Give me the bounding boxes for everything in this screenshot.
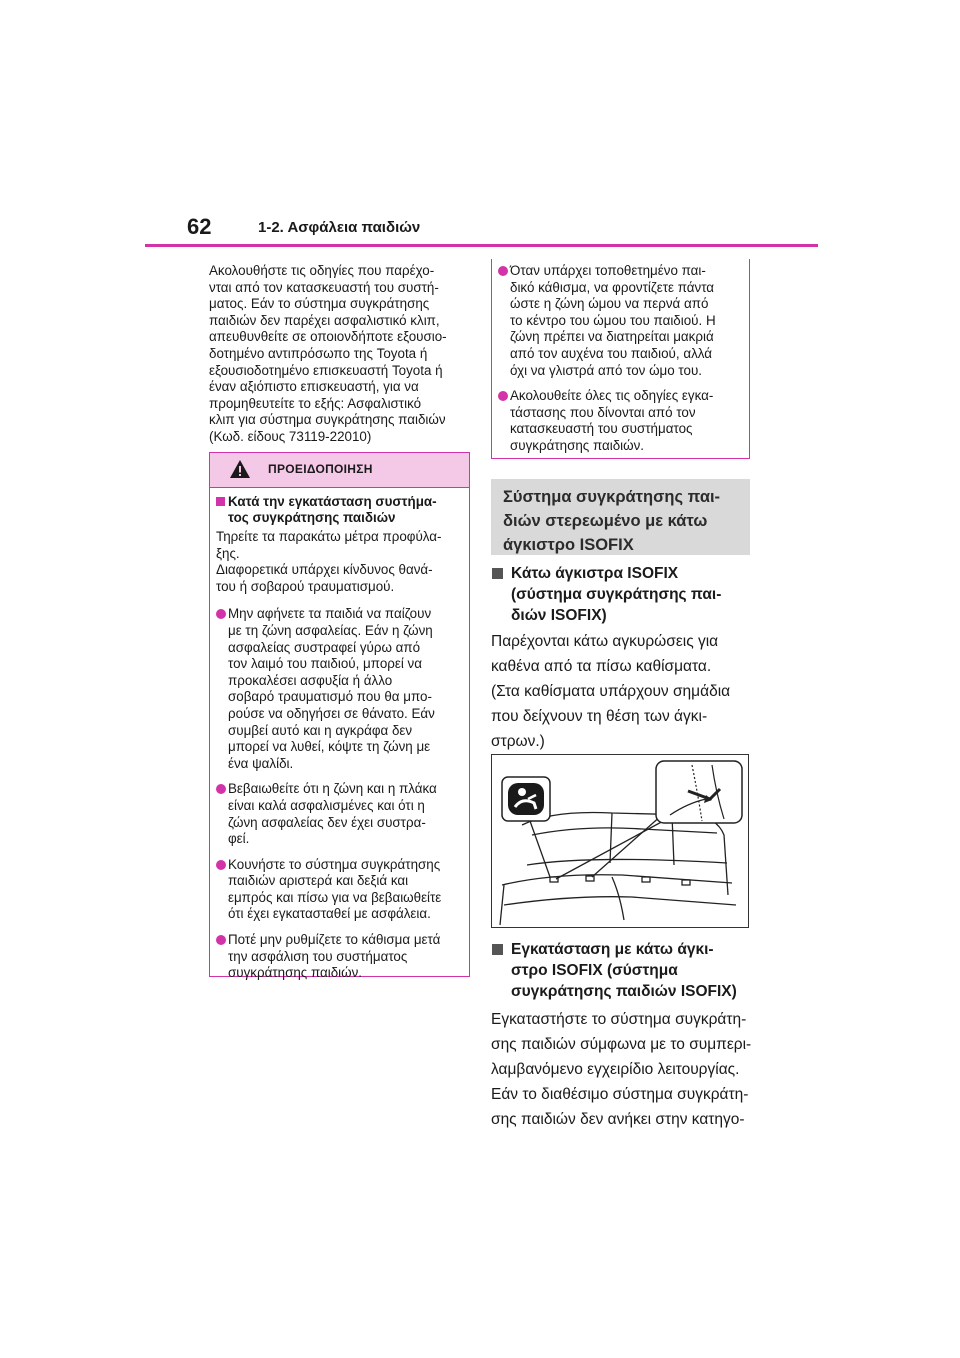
section-title: 1-2. Ασφάλεια παιδιών (258, 219, 421, 236)
anchor-detail-callout (656, 761, 742, 823)
square-bullet-icon (492, 568, 503, 579)
warning-bullet: Βεβαιωθείτε ότι η ζώνη και η πλάκα είναι καλά ασφαλισμένες και ότι η ζώνη ασφαλείας δεν έχει συστρα- φεί. (216, 781, 463, 847)
square-bullet-icon (216, 497, 225, 506)
isofix-anchors-paragraph: Παρέχονται κάτω αγκυρώσεις για καθένα από τα πίσω καθίσματα. (Στα καθίσματα υπάρχουν σημάδια που δείχνουν τη θέση των άγκι- στρων.) (491, 633, 731, 750)
warning-header (210, 453, 469, 488)
isofix-symbol-callout (502, 777, 550, 821)
warning-paragraph: Τηρείτε τα παρακάτω μέτρα προφύλα- ξης. Διαφορετικά υπάρχει κίνδυνος θανά- του ή σοβαρού τραυματισμού. (216, 529, 442, 594)
round-bullet-icon (498, 266, 508, 276)
warning-box (209, 452, 470, 981)
round-bullet-icon (498, 391, 508, 401)
warning-subheading: Κατά την εγκατάσταση συστήμα- τος συγκράτησης παιδιών (216, 494, 463, 526)
page-number: 62 (187, 214, 212, 239)
warning-bullet: Μην αφήνετε τα παιδιά να παίζουν με τη ζώνη ασφαλείας. Εάν η ζώνη ασφαλείας συστραφεί γύρω από τον λαιμό του παιδιού, μπορεί να προκαλέσει ασφυξία ή άλλο σοβαρό τραυματισμό που θα μπο- ρούσε να οδηγήσει σε θάνατο. Εάν συμβεί αυτό και η αγκράφα δεν μπορεί να λυθεί, κόψτε τη ζώνη με ένα ψαλίδι. (216, 606, 463, 772)
warning-bullet: Όταν υπάρχει τοποθετημένο παι- δικό κάθισμα, να φροντίζετε πάντα ώστε η ζώνη ώμου να περνά από το κέντρο του ώμου του παιδιού. Η ζώνη πρέπει να διατηρείται μακριά από τον αυχένα του παιδιού, αλλά όχι να γλιστρά από τον ώμο του. (498, 263, 743, 379)
square-bullet-icon (492, 944, 503, 955)
warning-triangle-icon (229, 459, 251, 479)
isofix-installation-subheading: Εγκατάσταση με κάτω άγκι- στρο ISOFIX (σύστημα συγκράτησης παιδιών ISOFIX) (491, 939, 753, 1002)
isofix-anchors-subheading: Κάτω άγκιστρα ISOFIX (σύστημα συγκράτησης παι- διών ISOFIX) (491, 563, 753, 626)
rear-seat-drawing (492, 755, 748, 927)
round-bullet-icon (216, 860, 226, 870)
round-bullet-icon (216, 609, 226, 619)
isofix-section-heading: Σύστημα συγκράτησης παι- διών στερεωμένο με κάτω άγκιστρο ISOFIX (491, 479, 750, 555)
warning-title: ΠΡΟΕΙΔΟΠΟΙΗΣΗ (268, 462, 373, 476)
header-divider (145, 244, 818, 247)
warning-bullet: Ποτέ μην ρυθμίζετε το κάθισμα μετά την ασφάλιση του συστήματος συγκράτησης παιδιών. (216, 932, 463, 982)
warning-bullet: Ακολουθείτε όλες τις οδηγίες εγκα- τάστασης που δίνονται από τον κατασκευαστή του συστήματος συγκράτησης παιδιών. (498, 388, 743, 454)
isofix-seat-illustration (491, 754, 749, 928)
round-bullet-icon (216, 784, 226, 794)
warning-continuation-box (491, 259, 750, 459)
isofix-installation-paragraph: Εγκαταστήστε το σύστημα συγκράτη- σης παιδιών σύμφωνα με το συμπερι- λαμβανόμενο εγχειρίδιο λειτουργίας. Εάν το διαθέσιμο σύστημα συγκράτη- σης παιδιών δεν ανήκει στην κατηγο- (491, 1011, 752, 1128)
warning-bullet: Κουνήστε το σύστημα συγκράτησης παιδιών αριστερά και δεξιά και εμπρός και πίσω για να βεβαιωθείτε ότι έχει εγκατασταθεί με ασφάλεια. (216, 857, 463, 923)
round-bullet-icon (216, 935, 226, 945)
intro-paragraph: Ακολουθήστε τις οδηγίες που παρέχο- νται από τον κατασκευαστή του συστή- ματος. Εάν το σύστημα συγκράτησης παιδιών δεν παρέχει ασφαλιστικό κλιπ, απευθυνθείτε σε οποιονδήποτε εξουσιο- δοτημένο αντιπρόσωπο της Toyota ή εξουσιοδοτημένο επισκευαστή Toyota ή έναν αξιόπιστο επισκευαστή, για να προμηθευτείτε το εξής: Ασφαλιστικό κλιπ για σύστημα συγκράτησης παιδιών (Κωδ. είδους 73119-22010) (209, 263, 447, 444)
